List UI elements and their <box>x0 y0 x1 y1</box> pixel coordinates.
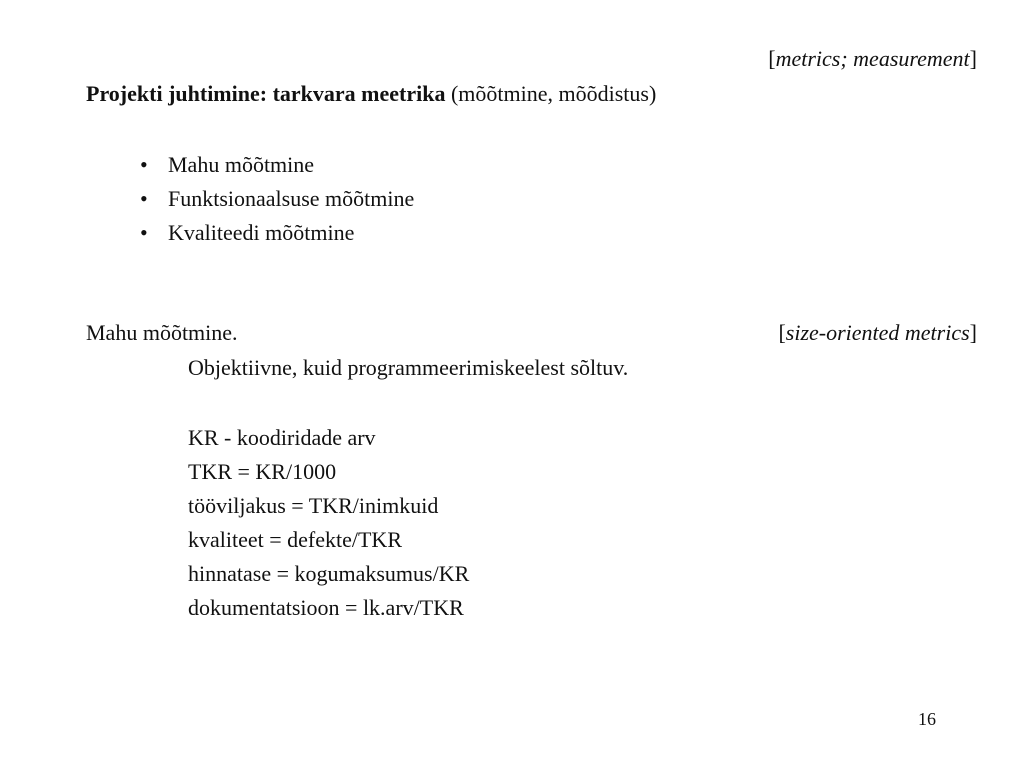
section-heading: Mahu mõõtmine. <box>86 320 238 345</box>
topic-list-item-label: Kvaliteedi mõõtmine <box>168 220 355 245</box>
size-metrics-tag-open: [ <box>778 320 786 345</box>
bullet-icon: • <box>140 186 148 211</box>
bullet-icon: • <box>140 152 148 177</box>
size-metrics-tag <box>778 320 977 346</box>
formula-line: kvaliteet = defekte/TKR <box>188 527 402 552</box>
formula-line: KR - koodiridade arv <box>188 425 376 450</box>
section-description: Objektiivne, kuid programmeerimiskeelest sõltuv. <box>188 355 629 380</box>
topic-list-item <box>140 216 414 250</box>
size-metrics-tag-text: size-oriented metrics <box>785 320 970 345</box>
metrics-tag-open: [ <box>768 46 776 71</box>
topic-list-item <box>140 182 414 216</box>
formula-line: hinnatase = kogumaksumus/KR <box>188 561 470 586</box>
topic-list-item-label: Mahu mõõtmine <box>168 152 315 177</box>
size-metrics-tag-close: ] <box>969 320 977 345</box>
topic-list <box>140 148 414 250</box>
formula-line: TKR = KR/1000 <box>188 459 337 484</box>
slide-title <box>86 81 656 107</box>
metrics-tag-text: metrics; measurement <box>775 46 970 71</box>
bullet-icon: • <box>140 220 148 245</box>
formula-line: tööviljakus = TKR/inimkuid <box>188 493 439 518</box>
slide-title-rest: (mõõtmine, mõõdistus) <box>445 81 657 106</box>
page-number: 16 <box>918 709 936 729</box>
topic-list-item-label: Funktsionaalsuse mõõtmine <box>168 186 415 211</box>
formula-line: dokumentatsioon = lk.arv/TKR <box>188 595 464 620</box>
metrics-tag <box>768 46 977 72</box>
topic-list-item <box>140 148 414 182</box>
slide-title-bold: Projekti juhtimine: tarkvara meetrika <box>86 81 446 106</box>
formula-list <box>188 421 469 625</box>
metrics-tag-close: ] <box>969 46 977 71</box>
